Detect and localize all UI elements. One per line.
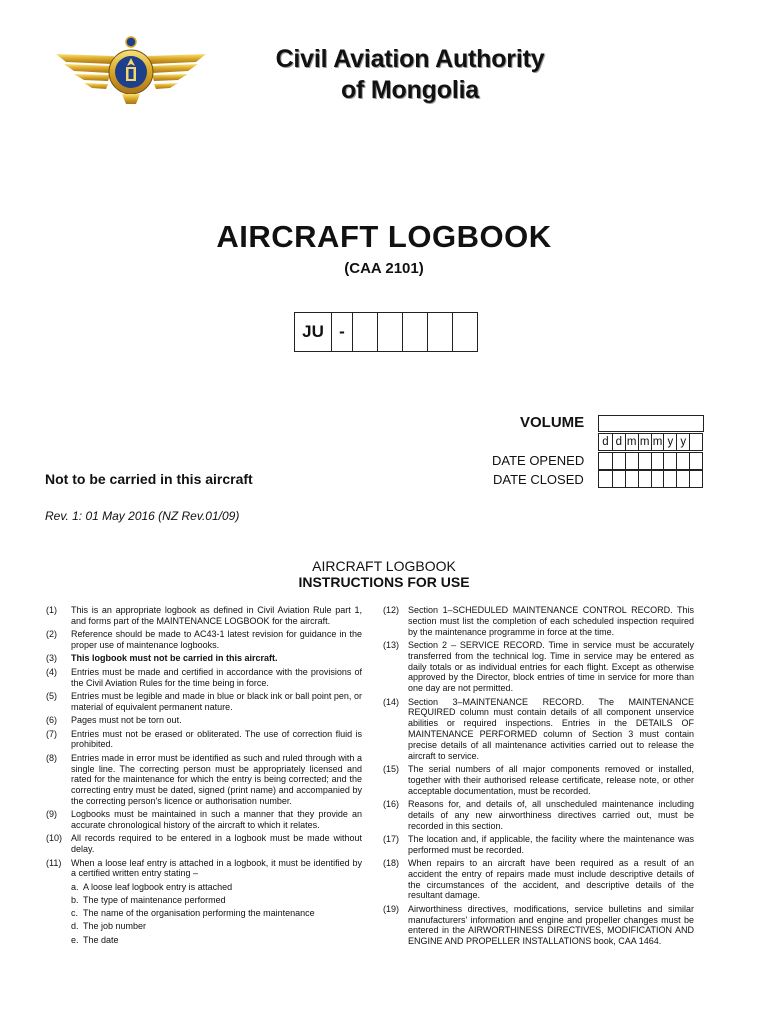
instruction-item [383,605,694,637]
date-cell[interactable] [599,471,612,487]
registration-cell[interactable] [352,313,377,351]
instructions-left-column [46,605,362,948]
date-format-char [689,434,702,450]
instruction-number: (9) [46,809,57,820]
date-format-char: y [663,434,676,450]
date-cell[interactable] [638,453,651,469]
instruction-number: (14) [383,696,400,707]
instruction-item [383,697,694,762]
instruction-item [46,833,362,855]
date-cell[interactable] [612,471,625,487]
instruction-text: Reference should be made to AC43-1 latest revision for guidance in the proper use of maintenance logbooks. [71,629,362,650]
subitem-letter: a. [71,881,79,892]
instruction-number: (16) [383,798,400,809]
date-cell[interactable] [612,453,625,469]
instruction-number: (18) [383,858,400,869]
instruction-subitem [46,895,362,906]
instruction-text: Section 2 – SERVICE RECORD. Time in service must be accurately transferred from the technical log. Time in service may be entered as daily totals or as individual entries for each flight. Except as otherwise approved by the Director, block entries of time in service for more than one day are not permitted. [408,639,694,694]
instruction-text: Logbooks must be maintained in such a manner that they provide an accurate chronological history of the aircraft to which it relates. [71,809,362,831]
instruction-subitem [46,908,362,919]
instruction-number: (15) [383,763,400,774]
instruction-text: Pages must not be torn out. [71,715,182,726]
date-cell[interactable] [676,453,689,469]
instruction-number: (5) [46,690,57,701]
instruction-subitem [46,882,362,893]
authority-line-1: Civil Aviation Authority [275,45,545,73]
instruction-item [46,858,362,880]
date-format-char: m [625,434,638,450]
instruction-item [46,629,362,651]
date-format-header [598,433,703,451]
instruction-text: The location and, if applicable, the facility where the maintenance was performed must be recorded. [408,833,694,855]
registration-dash: - [331,313,352,351]
instruction-item [46,605,362,627]
instruction-number: (1) [46,605,57,615]
date-cell[interactable] [638,471,651,487]
date-closed-label: DATE CLOSED [493,472,584,487]
instruction-item [46,691,362,713]
instruction-text: This is an appropriate logbook as defined in Civil Aviation Rule part 1, and forms part of the MAINTENANCE LOGBOOK for the aircraft. [71,605,362,626]
registration-cell[interactable] [452,313,477,351]
date-format-char: d [602,436,609,448]
date-format-char: m [651,434,664,450]
instruction-item [46,729,362,751]
date-format-char: y [676,434,689,450]
subitem-letter: c. [71,908,79,919]
date-format-char: m [638,434,651,450]
instructions-right-column [383,605,694,950]
caa-mongolia-wings-emblem-icon [52,34,210,110]
instruction-number: (8) [46,752,57,763]
date-cell[interactable] [689,453,702,469]
volume-field[interactable] [598,415,704,432]
date-cell[interactable] [651,471,664,487]
instruction-item [46,809,362,831]
not-carried-notice: Not to be carried in this aircraft [45,471,253,487]
instruction-text: Entries made in error must be identified as such and ruled through with a single line. The correcting person must be appropriately licensed and rated for the maintenance for which the entry is being corrected; and the correcting entry must be dated, signed (print name) and accompanied by the correcting person's licence or authorisation number. [71,752,362,806]
instruction-number: (12) [383,605,400,615]
subitem-text: The job number [83,921,147,932]
instruction-text: Entries must be legible and made in blue or black ink or ball point pen, or material of equivalent permanent nature. [71,690,362,712]
registration-prefix: JU [302,322,324,341]
instruction-subitem [46,921,362,932]
date-closed-field[interactable] [598,470,703,488]
instruction-number: (19) [383,903,400,914]
subitem-text: The name of the organisation performing the maintenance [83,908,315,919]
instruction-text: Section 3–MAINTENANCE RECORD. The MAINTENANCE REQUIRED column must contain details of all component unservice abilities or required inspections. Entries in the DETAILS OF MAINTENANCE PERFORMED column of Section 3 must contain precise details of all maintenance activities carried out to release the aircraft to service. [408,696,694,761]
instruction-item [383,904,694,947]
instruction-number: (10) [46,833,63,844]
subitem-text: The date [83,934,119,945]
instruction-item [46,753,362,807]
revision-note: Rev. 1: 01 May 2016 (NZ Rev.01/09) [45,509,240,523]
registration-box [294,312,478,352]
date-format-char: d [612,434,625,450]
instruction-item [383,858,694,901]
instruction-item [383,799,694,831]
subitem-letter: b. [71,895,79,906]
instruction-item [46,667,362,689]
subitem-text: The type of maintenance performed [83,895,226,906]
instruction-text: All records required to be entered in a logbook must be made without delay. [71,833,362,855]
instruction-text: Reasons for, and details of, all unscheduled maintenance including details of any new airworthiness directives carried out, must be recorded in this section. [408,798,694,831]
instruction-text: The serial numbers of all major components removed or installed, together with their authorised release certificate, release note, or other acceptable documentation, must be recorded. [408,763,694,796]
instruction-item [383,834,694,856]
volume-label: VOLUME [520,414,585,431]
instruction-text: Entries must be made and certified in accordance with the provisions of the Civil Aviation Rules for the time being in force. [71,666,362,688]
date-cell[interactable] [663,453,676,469]
instructions-title: AIRCRAFT LOGBOOK [312,558,456,574]
authority-line-2: of Mongolia [340,76,480,104]
document-title: AIRCRAFT LOGBOOK [216,219,552,254]
date-cell[interactable] [599,453,612,469]
registration-cell[interactable] [427,313,452,351]
instruction-text: Airworthiness directives, modifications, service bulletins and similar manufacturers' information and engine and propeller changes must be entered in the AIRWORTHINESS DIRECTIVES, MODIFICATION AND ENGINE AND PROPELLER INSTALLATIONS book, CAA 1464. [408,903,694,947]
instruction-number: (6) [46,715,57,726]
date-cell[interactable] [651,453,664,469]
document-code: (CAA 2101) [344,260,424,277]
instruction-number: (13) [383,639,400,650]
instruction-item [46,653,362,664]
registration-cell[interactable] [402,313,427,351]
subitem-letter: e. [71,934,79,945]
instruction-text: When repairs to an aircraft have been required as a result of an accident the entry of repairs made must include descriptive details of the circumstances of the accident, and descriptive details of the resultant damage. [408,858,694,901]
instruction-number: (3) [46,653,57,664]
instruction-number: (17) [383,833,400,844]
instruction-item [383,640,694,694]
instruction-subitem [46,935,362,946]
date-opened-label: DATE OPENED [492,453,585,468]
instruction-number: (2) [46,629,57,640]
instruction-number: (4) [46,666,57,677]
instruction-text: Entries must not be erased or obliterated. The use of correction fluid is prohibited. [71,728,362,750]
instruction-number: (7) [46,728,57,739]
instruction-item [383,764,694,796]
registration-cell[interactable] [377,313,402,351]
instructions-subtitle: INSTRUCTIONS FOR USE [298,574,470,590]
instruction-text: This logbook must not be carried in this aircraft. [71,653,278,664]
date-cell[interactable] [676,471,689,487]
date-cell[interactable] [625,453,638,469]
date-cell[interactable] [689,471,702,487]
instruction-text: When a loose leaf entry is attached in a logbook, it must be identified by a certified written entry stating – [71,857,362,879]
date-cell[interactable] [625,471,638,487]
instruction-number: (11) [46,857,62,868]
authority-name [230,44,590,106]
date-opened-field[interactable] [598,452,703,470]
subitem-text: A loose leaf logbook entry is attached [83,881,233,892]
subitem-letter: d. [71,921,79,932]
instruction-item [46,715,362,726]
date-cell[interactable] [663,471,676,487]
instruction-text: Section 1–SCHEDULED MAINTENANCE CONTROL RECORD. This section must list the completion of each scheduled inspection required by the maintenance programme in force at the time. [408,605,694,637]
